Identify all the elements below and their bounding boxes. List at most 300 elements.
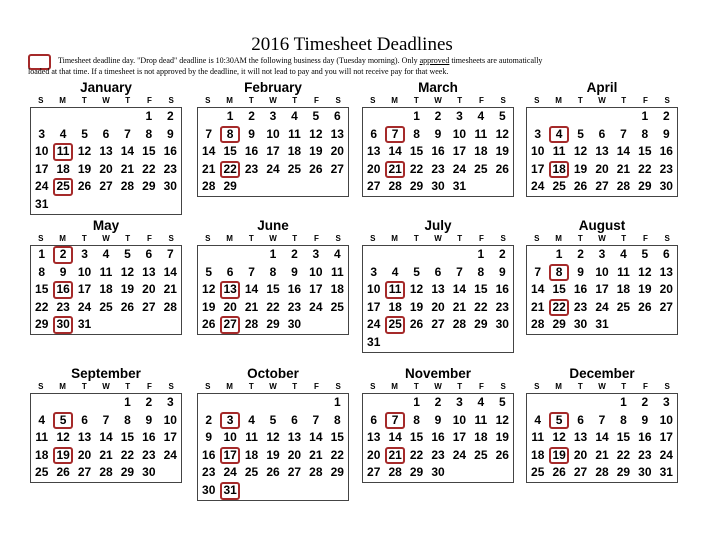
day-cell: 14 <box>388 144 402 159</box>
empty-cell <box>613 108 634 126</box>
weekday-label: M <box>555 234 562 243</box>
day-cell: 23 <box>202 465 216 480</box>
day-cell: 2 <box>577 247 584 261</box>
day-cell: 13 <box>142 264 156 279</box>
day-cell: 28 <box>244 317 259 332</box>
day-cell: 31 <box>595 317 609 332</box>
day-cell: 12 <box>202 282 216 297</box>
empty-cell <box>160 196 181 214</box>
weekday-label: F <box>146 96 152 105</box>
day-grid <box>30 107 182 215</box>
empty-cell <box>138 196 159 214</box>
weekday-label: S <box>335 234 341 243</box>
empty-cell <box>284 178 305 196</box>
weekday-label: W <box>102 96 110 105</box>
day-cell: 13 <box>77 430 92 445</box>
day-cell: 4 <box>291 109 298 123</box>
day-cell: 11 <box>35 430 49 445</box>
weekday-header <box>362 95 514 107</box>
weekday-label: T <box>292 96 298 105</box>
deadline-day: 8 <box>219 126 240 144</box>
day-cell: 28 <box>595 465 609 480</box>
day-cell: 23 <box>431 161 445 176</box>
day-cell: 5 <box>577 126 584 141</box>
day-cell: 24 <box>452 161 467 176</box>
day-cell: 24 <box>35 179 49 194</box>
day-cell: 25 <box>474 161 488 176</box>
day-cell: 18 <box>388 299 402 314</box>
day-cell: 20 <box>595 161 609 176</box>
day-cell: 2 <box>662 109 670 123</box>
day-cell: 1 <box>226 109 234 123</box>
day-cell: 31 <box>452 179 467 194</box>
day-cell: 27 <box>431 317 445 332</box>
empty-cell <box>492 334 513 352</box>
deadline-day: 22 <box>219 161 240 179</box>
weekday-label: S <box>205 234 211 243</box>
day-cell: 11 <box>330 264 344 279</box>
day-cell: 7 <box>312 412 320 427</box>
weekday-header <box>197 381 349 393</box>
day-cell: 15 <box>266 282 280 297</box>
deadline-day: 27 <box>219 316 240 334</box>
day-cell: 29 <box>266 317 280 332</box>
day-cell: 25 <box>35 465 49 480</box>
day-cell: 31 <box>35 196 49 211</box>
weekday-label: T <box>457 382 463 391</box>
empty-cell <box>160 464 181 482</box>
month-july <box>362 218 514 353</box>
day-cell: 1 <box>620 395 627 409</box>
day-cell: 12 <box>495 126 509 141</box>
day-cell: 24 <box>452 447 467 462</box>
empty-cell <box>160 316 181 334</box>
day-cell: 12 <box>495 412 509 427</box>
day-cell: 8 <box>620 412 627 427</box>
day-cell: 29 <box>330 465 344 480</box>
weekday-label: W <box>102 382 110 391</box>
day-cell: 4 <box>38 412 46 427</box>
weekday-label: M <box>59 96 66 105</box>
empty-cell <box>74 196 95 214</box>
weekday-label: T <box>577 96 583 105</box>
day-cell: 27 <box>367 465 381 480</box>
day-cell: 20 <box>573 447 588 462</box>
empty-cell <box>117 316 138 334</box>
day-cell: 7 <box>534 264 542 279</box>
day-cell: 13 <box>367 144 381 159</box>
deadline-day: 3 <box>219 412 240 430</box>
day-cell: 24 <box>595 299 609 314</box>
weekday-label: F <box>146 382 152 391</box>
day-cell: 26 <box>573 179 588 194</box>
empty-cell <box>634 316 655 334</box>
day-cell: 27 <box>573 465 588 480</box>
month-name: March <box>418 80 458 95</box>
deadline-day: 18 <box>548 161 569 179</box>
weekday-label: F <box>478 382 484 391</box>
weekday-label: M <box>226 382 233 391</box>
day-cell: 18 <box>474 430 488 445</box>
day-cell: 2 <box>145 395 153 409</box>
day-cell: 5 <box>498 109 506 123</box>
empty-cell <box>262 394 283 412</box>
day-cell: 24 <box>163 447 177 462</box>
day-cell: 29 <box>474 317 488 332</box>
day-cell: 2 <box>434 109 442 123</box>
day-cell: 14 <box>531 282 545 297</box>
day-cell: 26 <box>495 161 509 176</box>
month-march <box>362 80 514 197</box>
month-name: October <box>247 366 299 381</box>
day-cell: 1 <box>269 247 277 261</box>
weekday-label: T <box>81 382 87 391</box>
day-cell: 23 <box>163 161 177 176</box>
day-cell: 8 <box>145 126 153 141</box>
day-cell: 28 <box>388 179 402 194</box>
weekday-label: F <box>478 234 484 243</box>
weekday-label: W <box>434 234 442 243</box>
empty-cell <box>656 316 677 334</box>
weekday-label: M <box>391 234 398 243</box>
month-name: September <box>71 366 141 381</box>
day-cell: 30 <box>202 482 216 497</box>
day-cell: 7 <box>166 247 174 261</box>
month-may <box>30 218 182 335</box>
day-cell: 23 <box>56 299 70 314</box>
day-cell: 28 <box>309 465 323 480</box>
weekday-label: W <box>598 96 606 105</box>
month-name: August <box>578 218 626 233</box>
day-cell: 3 <box>38 126 46 141</box>
weekday-label: S <box>38 234 44 243</box>
page-title: 2016 Timesheet Deadlines <box>251 34 453 55</box>
day-cell: 28 <box>616 179 631 194</box>
day-cell: 2 <box>205 412 213 427</box>
day-cell: 30 <box>431 179 445 194</box>
day-cell: 1 <box>555 247 563 261</box>
day-cell: 17 <box>595 282 609 297</box>
day-cell: 27 <box>99 179 113 194</box>
day-cell: 13 <box>367 430 381 445</box>
day-cell: 23 <box>638 447 652 462</box>
weekday-label: S <box>335 96 341 105</box>
day-cell: 21 <box>616 161 631 176</box>
empty-cell <box>327 178 348 196</box>
weekday-label: T <box>621 382 627 391</box>
empty-cell <box>363 246 384 264</box>
day-cell: 8 <box>413 412 420 427</box>
weekday-header <box>30 381 182 393</box>
day-cell: 15 <box>638 144 652 159</box>
day-cell: 18 <box>330 282 344 297</box>
day-cell: 16 <box>142 430 156 445</box>
deadline-day: 30 <box>52 316 73 334</box>
month-december <box>526 366 678 483</box>
day-cell: 26 <box>202 317 216 332</box>
weekday-label: T <box>457 96 463 105</box>
month-april <box>526 80 678 197</box>
day-cell: 20 <box>431 299 445 314</box>
deadline-day: 22 <box>548 299 569 317</box>
deadline-day: 21 <box>384 447 405 465</box>
empty-cell <box>241 394 262 412</box>
month-name: April <box>586 80 618 95</box>
weekday-label: W <box>269 96 277 105</box>
empty-cell <box>117 196 138 214</box>
legend-line1-end: timesheets are automatically <box>451 56 543 65</box>
day-grid <box>30 245 182 335</box>
weekday-header <box>526 233 678 245</box>
empty-cell <box>527 108 548 126</box>
day-cell: 19 <box>495 430 509 445</box>
weekday-label: S <box>168 96 174 105</box>
month-august <box>526 218 678 335</box>
day-cell: 14 <box>244 282 259 297</box>
day-cell: 30 <box>287 317 302 332</box>
empty-cell <box>198 246 219 264</box>
deadline-day: 2 <box>52 246 73 264</box>
day-cell: 2 <box>291 247 298 261</box>
weekday-label: T <box>292 234 298 243</box>
day-cell: 15 <box>330 430 344 445</box>
empty-cell <box>95 196 116 214</box>
empty-cell <box>198 108 219 126</box>
day-cell: 1 <box>124 395 131 409</box>
empty-cell <box>449 246 470 264</box>
day-cell: 16 <box>638 430 652 445</box>
empty-cell <box>31 108 52 126</box>
day-cell: 22 <box>474 299 488 314</box>
day-cell: 25 <box>474 447 488 462</box>
day-cell: 12 <box>552 430 566 445</box>
empty-cell <box>241 246 262 264</box>
empty-cell <box>305 482 326 500</box>
day-cell: 5 <box>124 247 131 261</box>
day-cell: 31 <box>659 465 673 480</box>
day-cell: 14 <box>388 430 402 445</box>
day-cell: 22 <box>142 161 156 176</box>
weekday-label: T <box>621 96 627 105</box>
day-cell: 3 <box>370 264 378 279</box>
day-cell: 18 <box>99 282 113 297</box>
day-cell: 29 <box>638 179 652 194</box>
day-grid <box>526 393 678 483</box>
empty-cell <box>95 394 116 412</box>
day-cell: 25 <box>244 465 259 480</box>
weekday-label: T <box>81 234 87 243</box>
day-cell: 31 <box>367 334 381 349</box>
day-cell: 29 <box>35 317 49 332</box>
day-cell: 13 <box>99 144 113 159</box>
day-cell: 18 <box>616 282 631 297</box>
deadline-day: 21 <box>384 161 405 179</box>
day-cell: 2 <box>498 247 506 261</box>
weekday-label: W <box>598 234 606 243</box>
weekday-label: S <box>500 234 506 243</box>
day-cell: 20 <box>77 447 92 462</box>
empty-cell <box>591 108 612 126</box>
day-cell: 29 <box>409 465 424 480</box>
day-cell: 14 <box>595 430 609 445</box>
day-cell: 18 <box>56 161 70 176</box>
day-cell: 1 <box>145 109 153 123</box>
day-cell: 16 <box>244 144 259 159</box>
weekday-header <box>197 95 349 107</box>
weekday-label: T <box>413 382 419 391</box>
day-cell: 15 <box>35 282 49 297</box>
empty-cell <box>427 334 448 352</box>
month-name: June <box>257 218 289 233</box>
deadline-day: 7 <box>384 126 405 144</box>
day-cell: 9 <box>145 412 153 427</box>
empty-cell <box>613 316 634 334</box>
deadline-day: 5 <box>548 412 569 430</box>
month-name: November <box>404 366 472 381</box>
weekday-label: S <box>534 234 540 243</box>
day-cell: 7 <box>248 264 255 279</box>
day-cell: 11 <box>288 126 301 141</box>
legend-underlined: approved <box>419 56 450 65</box>
day-cell: 24 <box>309 299 323 314</box>
day-cell: 9 <box>59 264 67 279</box>
day-grid <box>30 393 182 483</box>
deadline-day: 11 <box>52 143 73 161</box>
weekday-label: F <box>642 234 648 243</box>
day-cell: 28 <box>120 179 135 194</box>
empty-cell <box>138 316 159 334</box>
day-cell: 13 <box>287 430 302 445</box>
day-cell: 19 <box>120 282 135 297</box>
day-cell: 30 <box>659 179 673 194</box>
empty-cell <box>305 394 326 412</box>
deadline-day: 4 <box>548 126 569 144</box>
day-cell: 20 <box>287 447 302 462</box>
weekday-label: W <box>598 382 606 391</box>
empty-cell <box>427 246 448 264</box>
weekday-label: S <box>168 382 174 391</box>
day-cell: 15 <box>552 282 566 297</box>
day-cell: 19 <box>638 282 652 297</box>
day-cell: 18 <box>287 144 302 159</box>
day-cell: 26 <box>56 465 70 480</box>
day-cell: 11 <box>245 430 258 445</box>
day-grid <box>197 107 349 197</box>
weekday-label: S <box>38 382 44 391</box>
weekday-label: S <box>205 96 211 105</box>
weekday-label: T <box>621 234 627 243</box>
weekday-label: M <box>226 234 233 243</box>
day-cell: 26 <box>266 465 280 480</box>
day-cell: 29 <box>120 465 135 480</box>
day-cell: 19 <box>573 161 588 176</box>
day-cell: 29 <box>409 179 424 194</box>
deadline-day: 13 <box>219 281 240 299</box>
empty-cell <box>406 334 427 352</box>
weekday-label: F <box>313 382 319 391</box>
day-cell: 5 <box>498 395 506 409</box>
day-cell: 26 <box>638 299 652 314</box>
weekday-label: M <box>226 96 233 105</box>
weekday-label: F <box>478 96 484 105</box>
day-cell: 16 <box>431 144 445 159</box>
day-cell: 23 <box>573 299 588 314</box>
day-cell: 6 <box>81 412 88 427</box>
day-cell: 6 <box>370 126 378 141</box>
weekday-label: T <box>577 234 583 243</box>
weekday-label: M <box>59 382 66 391</box>
weekday-label: T <box>248 382 254 391</box>
month-june <box>197 218 349 335</box>
day-cell: 3 <box>456 109 463 123</box>
day-cell: 16 <box>659 144 673 159</box>
day-cell: 17 <box>35 161 49 176</box>
deadline-day: 16 <box>52 281 73 299</box>
day-cell: 21 <box>244 299 259 314</box>
empty-cell <box>363 394 384 412</box>
empty-cell <box>241 482 262 500</box>
day-cell: 21 <box>595 447 609 462</box>
day-cell: 20 <box>99 161 113 176</box>
day-cell: 11 <box>474 412 488 427</box>
weekday-label: S <box>370 234 376 243</box>
day-cell: 17 <box>452 430 467 445</box>
day-cell: 4 <box>248 412 255 427</box>
day-grid <box>526 245 678 335</box>
day-cell: 30 <box>638 465 652 480</box>
day-cell: 2 <box>166 109 174 123</box>
empty-cell <box>527 246 548 264</box>
weekday-label: S <box>38 96 44 105</box>
empty-cell <box>406 246 427 264</box>
empty-cell <box>74 394 95 412</box>
empty-cell <box>570 108 591 126</box>
day-cell: 16 <box>573 282 588 297</box>
day-cell: 27 <box>367 179 381 194</box>
day-cell: 18 <box>35 447 49 462</box>
empty-cell <box>52 394 73 412</box>
weekday-label: W <box>269 382 277 391</box>
day-cell: 1 <box>641 109 649 123</box>
deadline-day: 19 <box>548 447 569 465</box>
deadline-day: 19 <box>52 447 73 465</box>
day-cell: 27 <box>330 161 344 176</box>
day-cell: 22 <box>35 299 49 314</box>
day-cell: 14 <box>202 144 216 159</box>
weekday-label: F <box>313 96 319 105</box>
day-cell: 6 <box>577 412 584 427</box>
day-cell: 30 <box>495 317 509 332</box>
weekday-header <box>30 95 182 107</box>
weekday-label: S <box>664 234 670 243</box>
day-cell: 18 <box>244 447 259 462</box>
day-cell: 10 <box>35 144 49 159</box>
day-cell: 3 <box>534 126 542 141</box>
day-cell: 10 <box>77 264 92 279</box>
day-cell: 5 <box>205 264 213 279</box>
day-cell: 25 <box>330 299 344 314</box>
day-cell: 21 <box>531 299 545 314</box>
month-january <box>30 80 182 215</box>
day-cell: 25 <box>99 299 113 314</box>
day-cell: 13 <box>573 430 588 445</box>
day-cell: 26 <box>120 299 135 314</box>
weekday-label: S <box>205 382 211 391</box>
empty-cell <box>241 178 262 196</box>
day-cell: 20 <box>142 282 156 297</box>
day-cell: 14 <box>309 430 323 445</box>
day-cell: 21 <box>120 161 135 176</box>
